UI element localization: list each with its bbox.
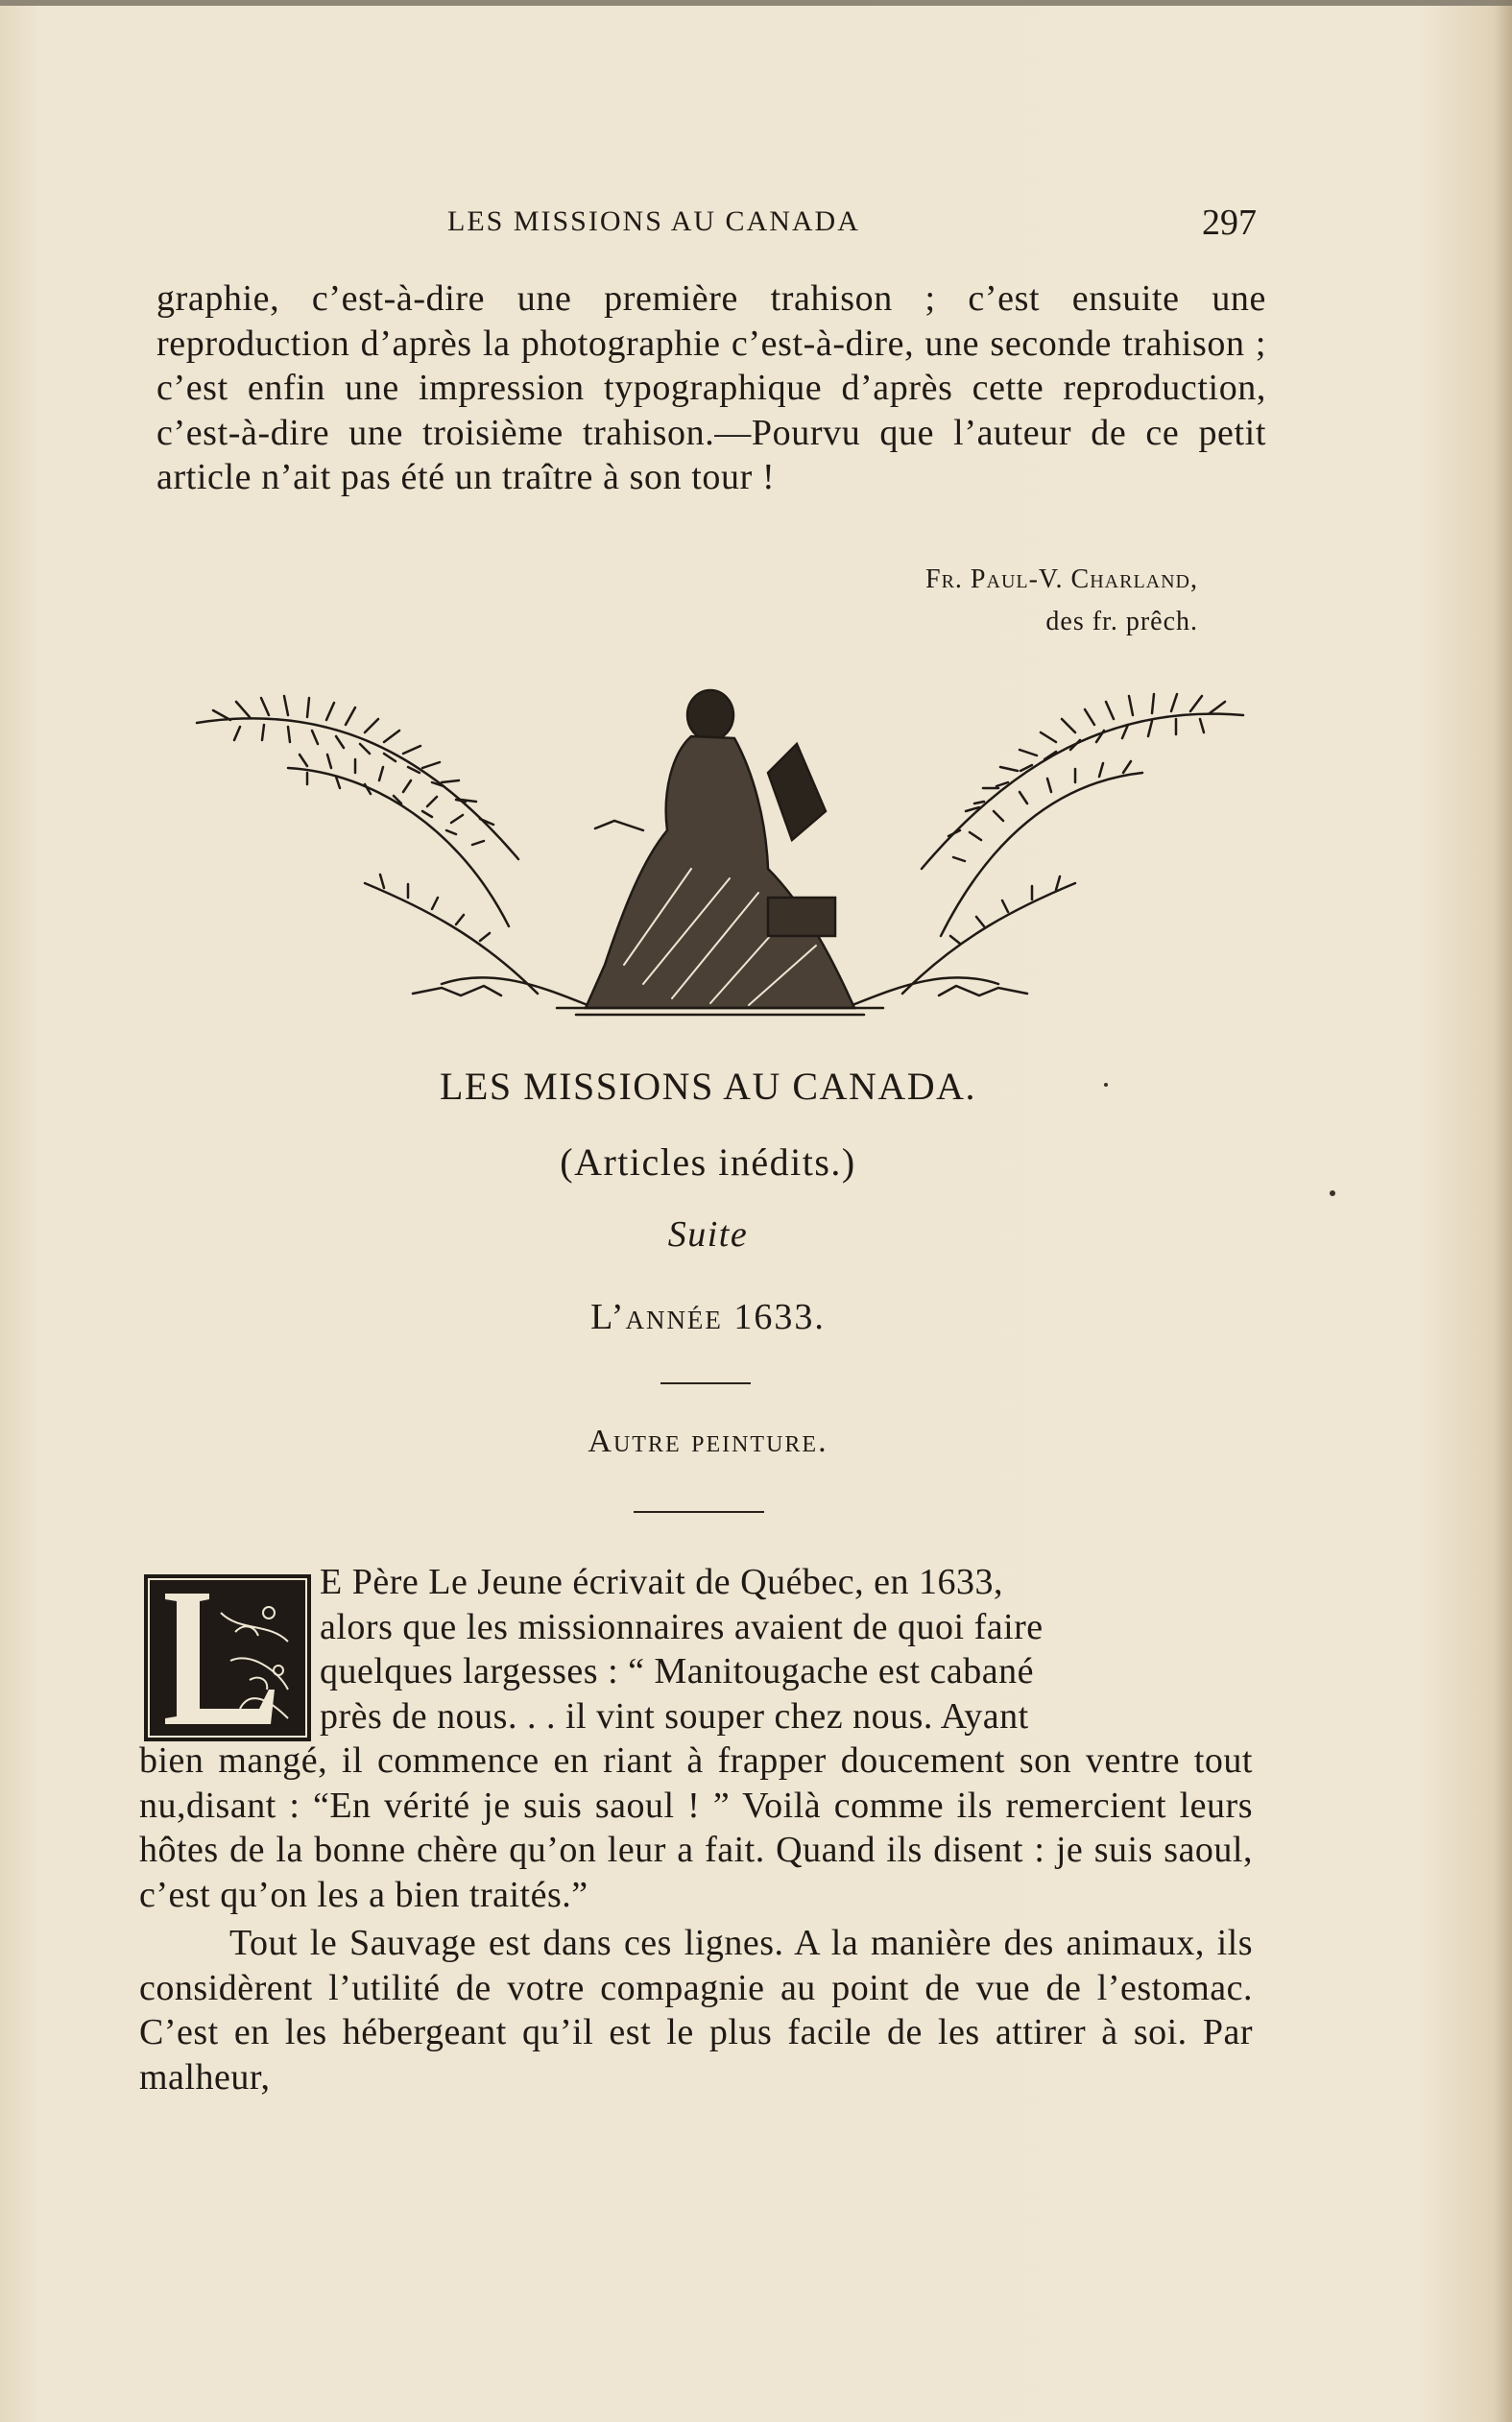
drop-cap-lines [139,1560,1253,1739]
continuation-paragraph: graphie, c’est-à-dire une première trahison ; c’est ensuite une reproduction d’après la photographie c’est-à-dire, une seconde trahison ; c’est enfin une impression typographique d’après cette reproduction, c’est-à-dire une troisième trahison.—Pourvu que l’auteur de ce petit article n’ait pas été un traître à son tour ! [156,278,1266,497]
paragraph-2: Tout le Sauvage est dans ces lignes. A la manière des animaux, ils considèrent l’utilité de votre compagnie au point de vue de l’estomac. C’est en les hébergeant qu’il est le plus facile de les attirer à soi. Par malheur, [139,1923,1253,2098]
article-title: LES MISSIONS AU CANADA. [439,1065,976,1108]
paper-speck [1104,1083,1108,1087]
divider-rule [660,1382,751,1384]
author-signature [925,559,1198,643]
page-top-edge [0,0,1512,6]
seated-figure-vignette-icon [192,677,1248,1022]
text-line: E Père Le Jeune écrivait de Québec, en 1633, [320,1562,1004,1602]
paragraph-1-continuation: bien mangé, il commence en riant à frapper doucement son ventre tout nu,disant : “En vérité je suis saoul ! ” Voilà comme ils remercient leurs hôtes de la bonne chère qu’on leur a fait. Quand ils disent : je suis saoul, c’est qu’on les a bien traités.” [139,1740,1253,1915]
page-right-edge-shadow [1495,0,1512,2422]
author-name: Fr. Paul-V. Charland, [925,564,1198,594]
year-heading: L’année 1633. [590,1297,826,1337]
article-body [139,1560,1253,2099]
divider-rule [634,1511,764,1513]
article-suite-label: Suite [667,1214,749,1255]
paper-speck [1330,1190,1335,1196]
text-line: près de nous. . . il vint souper chez nous. Ayant [320,1695,1029,1737]
article-subtitle: (Articles inédits.) [560,1140,856,1184]
page-number: 297 [1202,203,1257,243]
text-line: quelques largesses : “ Manitougache est cabané [320,1651,1035,1691]
running-title: LES MISSIONS AU CANADA [447,205,860,237]
author-role: des fr. prêch. [1045,607,1198,636]
text-line: alors que les missionnaires avaient de quoi faire [320,1606,1044,1647]
section-heading: Autre peinture. [588,1424,828,1459]
